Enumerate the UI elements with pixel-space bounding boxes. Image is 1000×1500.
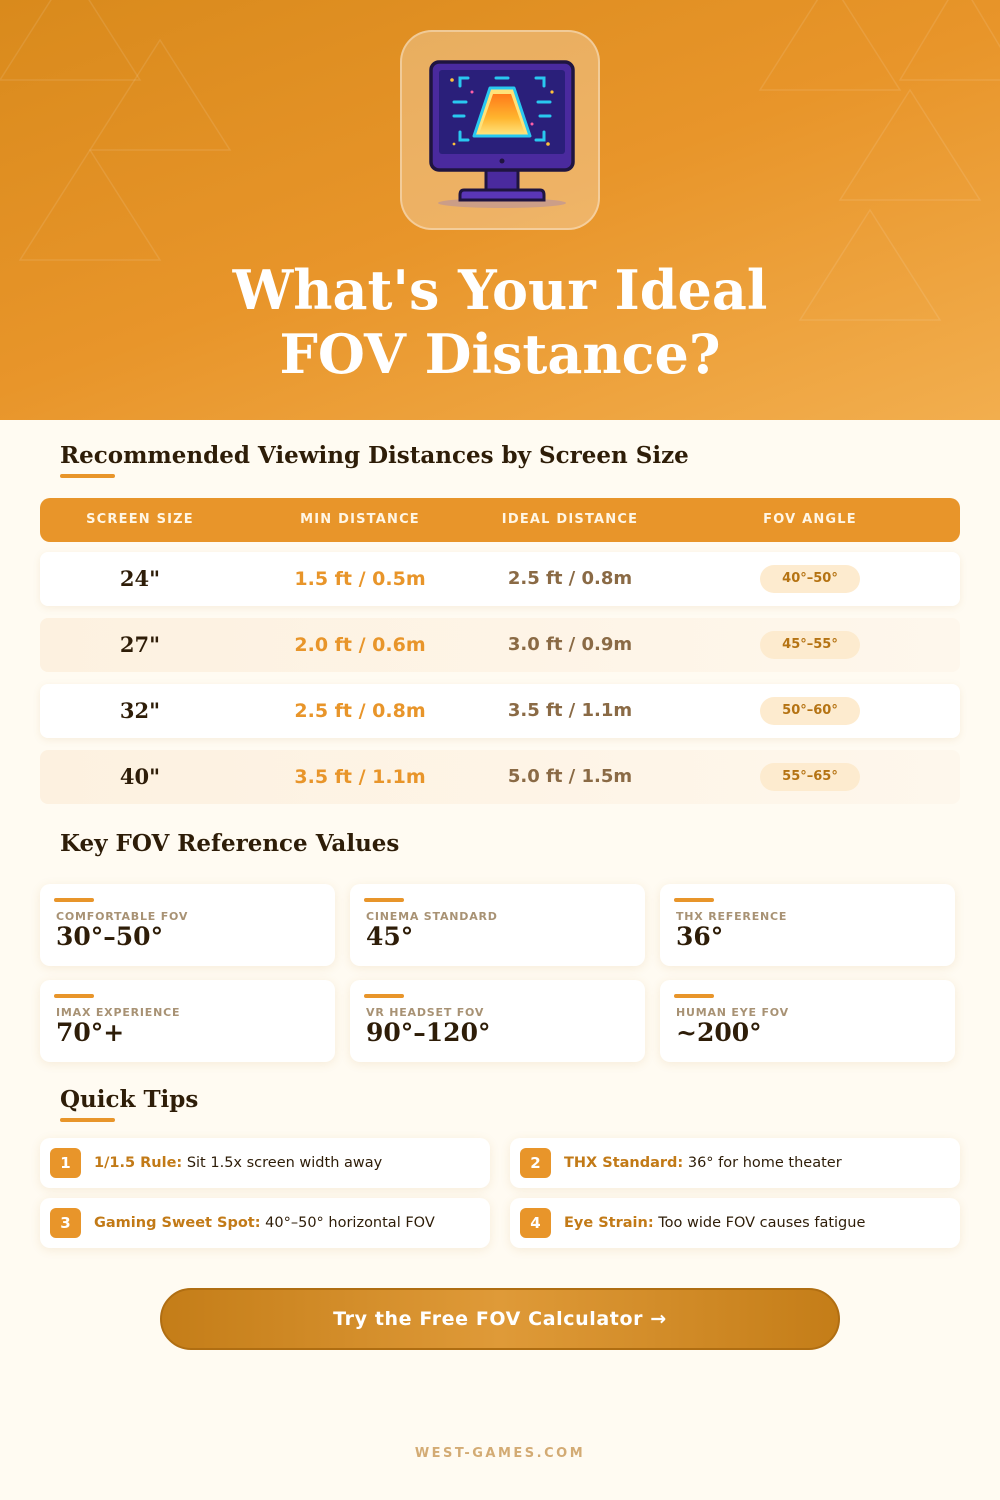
card-accent-bar <box>364 898 404 902</box>
reference-section-title: Key FOV Reference Values <box>60 830 400 857</box>
screen-size-cell: 24" <box>119 566 161 591</box>
card-accent-bar <box>364 994 404 998</box>
tip-number-badge: 1 <box>50 1148 81 1178</box>
card-accent-bar <box>674 898 714 902</box>
fov-angle-badge: 45°–55° <box>760 631 860 659</box>
tip-body: Sit 1.5x screen width away <box>182 1155 383 1171</box>
section-underline <box>60 474 115 478</box>
tip-key: THX Standard: <box>564 1155 684 1171</box>
header-ideal-distance: IDEAL DISTANCE <box>501 512 639 527</box>
tip-card <box>40 1138 490 1188</box>
hero-banner <box>0 0 1000 420</box>
tip-card <box>40 1198 490 1248</box>
tip-key: Eye Strain: <box>564 1215 654 1231</box>
tip-body: 36° for home theater <box>683 1155 842 1171</box>
tip-key: Gaming Sweet Spot: <box>94 1215 261 1231</box>
app-icon-tile <box>400 30 600 230</box>
tip-number-badge: 2 <box>520 1148 551 1178</box>
card-accent-bar <box>54 994 94 998</box>
footer-site-name: WEST-GAMES.COM <box>414 1446 586 1461</box>
screen-size-cell: 32" <box>119 698 161 723</box>
card-value: 30°–50° <box>56 922 164 951</box>
card-label: CINEMA STANDARD <box>366 910 498 923</box>
fov-calculator-cta-button[interactable]: Try the Free FOV Calculator → <box>160 1288 840 1350</box>
fov-reference-card <box>350 980 645 1062</box>
header-screen-size: SCREEN SIZE <box>86 512 194 527</box>
monitor-fov-icon <box>402 32 602 232</box>
tip-text <box>94 1198 435 1248</box>
table-row <box>40 618 960 672</box>
card-value: ~200° <box>676 1018 762 1047</box>
card-value: 70°+ <box>56 1018 125 1047</box>
screen-size-cell: 27" <box>119 632 161 657</box>
card-value: 45° <box>366 922 414 951</box>
card-label: IMAX EXPERIENCE <box>56 1006 181 1019</box>
header-min-distance: MIN DISTANCE <box>300 512 420 527</box>
distances-section-title: Recommended Viewing Distances by Screen Size <box>60 442 689 469</box>
fov-reference-card <box>40 980 335 1062</box>
card-accent-bar <box>674 994 714 998</box>
table-row <box>40 684 960 738</box>
tip-text <box>94 1138 382 1188</box>
screen-size-cell: 40" <box>119 764 161 789</box>
card-label: COMFORTABLE FOV <box>56 910 189 923</box>
ideal-distance-cell: 5.0 ft / 1.5m <box>507 766 633 787</box>
distances-table-header <box>40 498 960 542</box>
tip-key: 1/1.5 Rule: <box>94 1155 183 1171</box>
min-distance-cell: 2.5 ft / 0.8m <box>294 700 426 722</box>
min-distance-cell: 1.5 ft / 0.5m <box>294 568 426 590</box>
tip-card <box>510 1198 960 1248</box>
fov-reference-card <box>350 884 645 966</box>
tip-text <box>564 1138 842 1188</box>
min-distance-cell: 3.5 ft / 1.1m <box>294 766 426 788</box>
hero-title <box>0 258 1000 386</box>
card-label: HUMAN EYE FOV <box>676 1006 789 1019</box>
fov-reference-card <box>40 884 335 966</box>
fov-reference-card <box>660 980 955 1062</box>
fov-angle-badge: 55°–65° <box>760 763 860 791</box>
tip-card <box>510 1138 960 1188</box>
section-underline <box>60 1118 115 1122</box>
hero-title-line-2: FOV Distance? <box>279 322 721 386</box>
tip-number-badge: 3 <box>50 1208 81 1238</box>
tips-section-title: Quick Tips <box>60 1086 199 1113</box>
fov-angle-badge: 50°–60° <box>760 697 860 725</box>
table-row <box>40 552 960 606</box>
header-fov-angle: FOV ANGLE <box>763 512 857 527</box>
ideal-distance-cell: 3.0 ft / 0.9m <box>507 634 633 655</box>
ideal-distance-cell: 3.5 ft / 1.1m <box>507 700 633 721</box>
card-value: 36° <box>676 922 724 951</box>
tip-number-badge: 4 <box>520 1208 551 1238</box>
card-label: VR HEADSET FOV <box>366 1006 485 1019</box>
tip-text <box>564 1198 865 1248</box>
tip-body: Too wide FOV causes fatigue <box>653 1215 866 1231</box>
fov-reference-card <box>660 884 955 966</box>
fov-angle-badge: 40°–50° <box>760 565 860 593</box>
tip-body: 40°–50° horizontal FOV <box>260 1215 435 1231</box>
hero-title-line-1: What's Your Ideal <box>232 258 768 322</box>
card-accent-bar <box>54 898 94 902</box>
ideal-distance-cell: 2.5 ft / 0.8m <box>507 568 633 589</box>
table-row <box>40 750 960 804</box>
card-value: 90°–120° <box>366 1018 491 1047</box>
min-distance-cell: 2.0 ft / 0.6m <box>294 634 426 656</box>
card-label: THX REFERENCE <box>676 910 788 923</box>
